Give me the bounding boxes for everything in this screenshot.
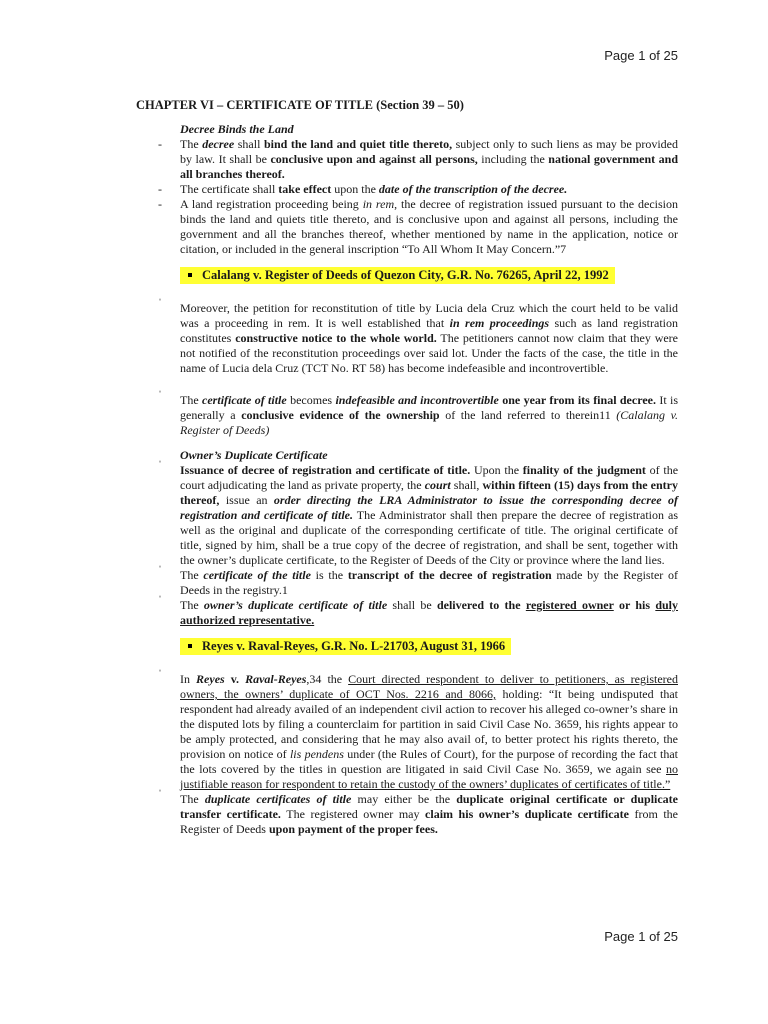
section-heading-owner: Owner’s Duplicate Certificate xyxy=(180,448,328,462)
bullet-indefeasible: ˈ The certificate of title becomes indefeasible and incontrovertible one year from its final decree. It is generally a conclusive evidence of the ownership of the land referred to therein11 (Calalang v. Register of Deeds) xyxy=(158,388,679,437)
bullet-take-effect: - The certificate shall take effect upon the date of the transcription of the decree. xyxy=(158,182,568,196)
section-heading-decree: Decree Binds the Land xyxy=(180,122,294,136)
square-bullet-icon xyxy=(188,273,192,277)
case-heading-calalang: Calalang v. Register of Deeds of Quezon City, G.R. No. 76265, April 22, 1992 xyxy=(180,267,615,284)
bullet-in-rem: - A land registration proceeding being in rem, the decree of registration issued pursuant to the decision binds the land and quiets title thereto, and is conclusive upon and against all persons, including the government and all the branches thereof, whether mentioned by name in the application, notice or citation, or included in the general inscription “To All Whom It May Concern.”7 xyxy=(158,197,678,256)
bullet-reyes-holding: ˈ In Reyes v. Raval-Reyes,34 the Court directed respondent to deliver to petitioners, as registered owners, the owners’ duplicate of OCT Nos. 2216 and 8066, holding: “It being undisputed that respondent had already availed of an independent civil action to recover his alleged co-owner’s share in the disputed lots by filing a counterclaim for partition in said Civil Case No. 3659, his rights appear to be amply protected, and considering that he may also avail of, to better protect his rights thereto, the provision on notice of lis pendens under (the Rules of Court), for the purpose of recording the fact that the lots covered by the titles in question are litigated in said Civil Case No. 3659, we again see no justifiable reason for respondent to retain the custody of the owners’ duplicates of certificates of title.” xyxy=(158,667,678,791)
page-number-bottom: Page 1 of 25 xyxy=(604,929,678,944)
square-bullet-icon xyxy=(188,644,192,648)
page-number-top: Page 1 of 25 xyxy=(604,48,678,63)
bullet-issuance: ˈ Issuance of decree of registration and certificate of title. Upon the finality of the judgment of the court adjudicating the land as private property, the court shall, within fifteen (15) days from the entry thereof, issue an order directing the LRA Administrator to issue the corresponding decree of registration and certificate of title. The Administrator shall then prepare the decree of registration as well as the original and duplicate of the corresponding certificate of title. The original certificate of title, signed by him, shall be a true copy of the decree of registration, and shall be sent, together with the owner’s duplicate certificate, to the Register of Deeds of the City or province where the land lies. xyxy=(158,458,679,567)
chapter-title: CHAPTER VI – CERTIFICATE OF TITLE (Section 39 – 50) xyxy=(136,98,464,112)
bullet-transcript: ˈ The certificate of the title is the transcript of the decree of registration made by the Register of Deeds in the registry.1 xyxy=(158,563,678,597)
document-body xyxy=(136,122,678,837)
bullet-decree-binds: - The decree shall bind the land and quiet title thereto, subject only to such liens as may be provided by law. It shall be conclusive upon and against all persons, including the national government and all branches thereof. xyxy=(158,137,679,181)
bullet-owners-duplicate: ˈ The owner’s duplicate certificate of title shall be delivered to the registered owner or his duly authorized representative. xyxy=(158,593,679,627)
case-heading-reyes: Reyes v. Raval-Reyes, G.R. No. L-21703, August 31, 1966 xyxy=(180,638,511,655)
bullet-duplicate-certificates: ˈ The duplicate certificates of title may either be the duplicate original certificate or duplicate transfer certificate. The registered owner may claim his owner’s duplicate certificate from the Register of Deeds upon payment of the proper fees. xyxy=(158,787,679,836)
bullet-reconstitution: ˈ Moreover, the petition for reconstitution of title by Lucia dela Cruz which the court held to be valid was a proceeding in rem. It is well established that in rem proceedings such as land registration constitutes constructive notice to the whole world. The petitioners cannot now claim that they were not notified of the reconstitution proceedings over said lot. Under the facts of the case, the title in the name of Lucia dela Cruz (TCT No. RT 58) has become indefeasible and incontrovertible. xyxy=(158,296,679,375)
